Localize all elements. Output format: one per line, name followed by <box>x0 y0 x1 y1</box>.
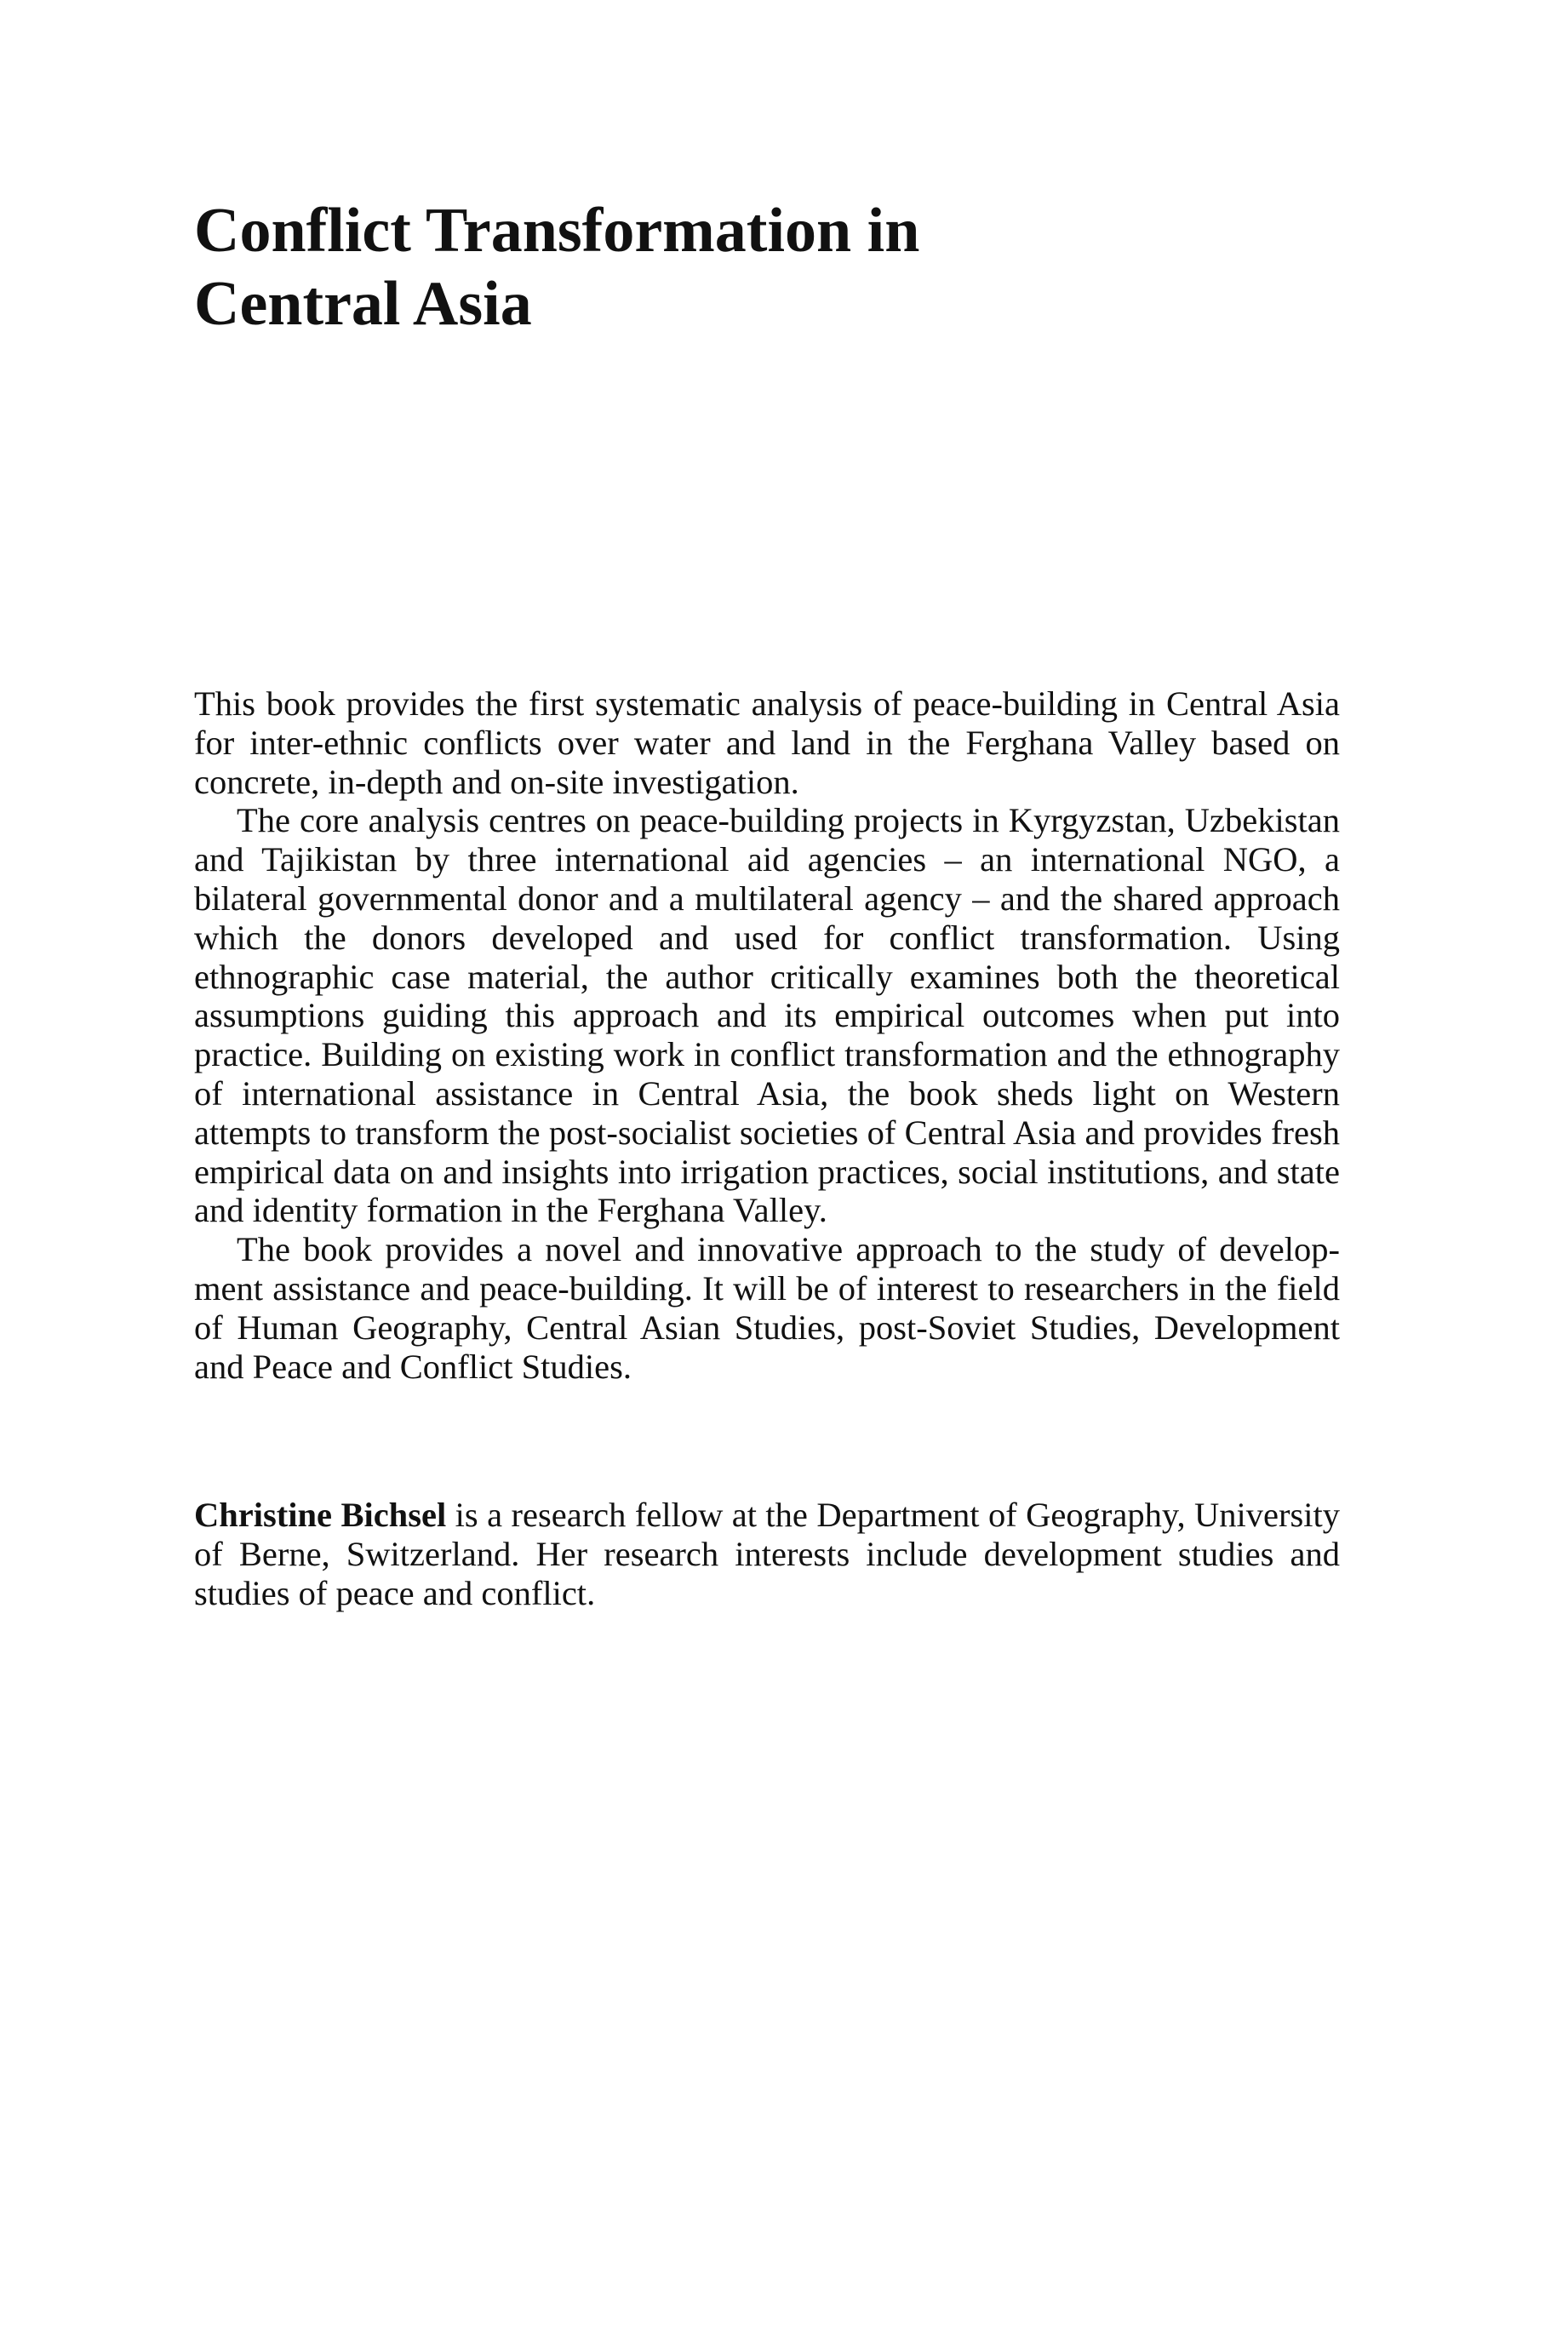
book-title <box>194 194 919 340</box>
author-name: Christine Bichsel <box>194 1496 447 1534</box>
book-description <box>194 684 1340 1386</box>
book-title-line-2: Central Asia <box>194 269 532 339</box>
book-title-line-1: Conflict Transformation in <box>194 196 920 266</box>
author-bio <box>194 1496 1340 1612</box>
description-paragraph-1: This book provides the first systematic analysis of peace-building in Central Asia for inter-ethnic conflicts over water and land in the Ferghana Valley based on concrete, in-depth and on-site investigation. <box>194 684 1340 801</box>
description-paragraph-2: The core analysis centres on peace-building projects in Kyrgyzstan, Uzbekistan and Tajikistan by three international aid agencies – an international NGO, a bilateral governmental donor and a multilateral agency – and the shared approach which the donors developed and used for conflict transformation. Using ethnographic case material, the author critically examines both the theoretical assumptions guiding this approach and its empirical outcomes when put into practice. Building on existing work in conflict transformation and the ethnography of international assistance in Central Asia, the book sheds light on Western attempts to transform the post-socialist societies of Central Asia and provides fresh empirical data on and insights into irrigation practices, social institutions, and state and identity formation in the Ferghana Valley. <box>194 801 1340 1230</box>
description-paragraph-3: The book provides a novel and innovative approach to the study of development assistance and peace-building. It will be of interest to researchers in the field of Human Geography, Central Asian Studies, post-Soviet Studies, Development and Peace and Conflict Studies. <box>194 1230 1340 1386</box>
author-bio-text: is a research fellow at the Department of Geography, University of Berne, Switzerland. Her research interests include development studies and studies of peace and conflict. <box>194 1496 1340 1612</box>
